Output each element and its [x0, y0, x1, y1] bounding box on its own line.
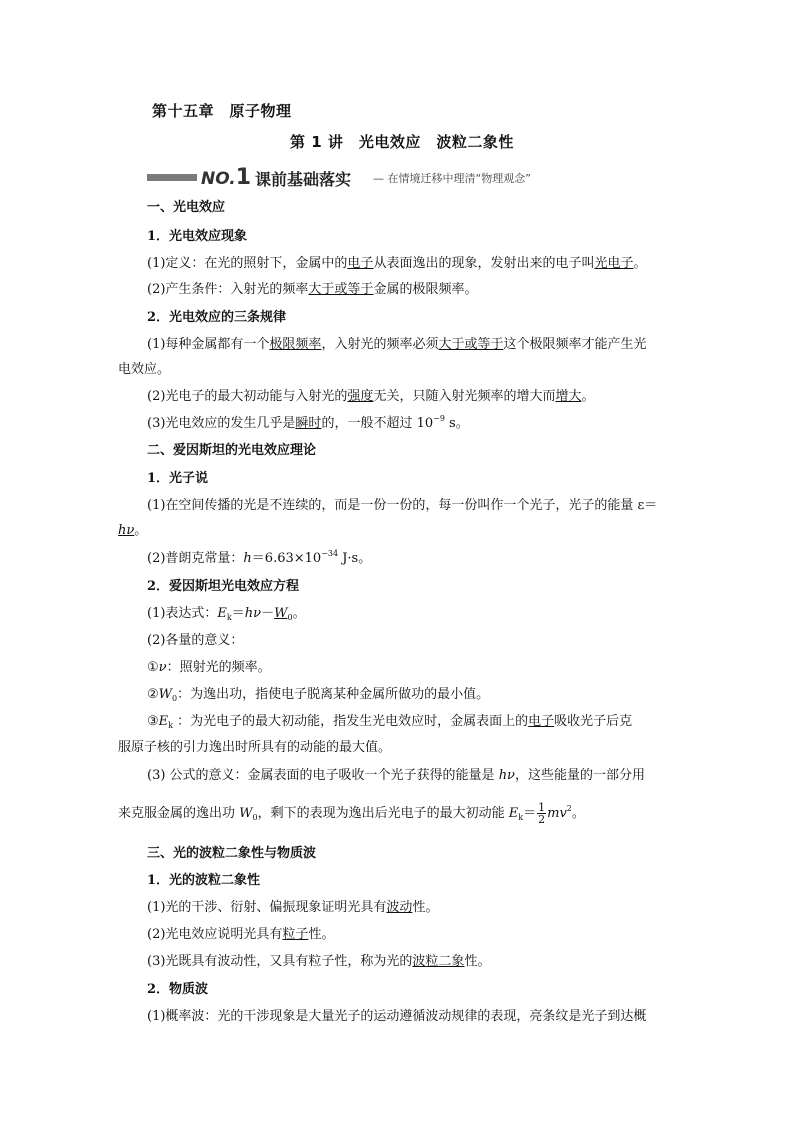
section-heading-2: 二、爱因斯坦的光电效应理论: [147, 443, 317, 458]
paragraph-wave-evidence: (1)光的干涉、衍射、偏振现象证明光具有波动性。: [147, 900, 439, 915]
lesson-title: 第 1 讲 光电效应 波粒二象性: [290, 133, 514, 151]
paragraph-condition: (2)产生条件：入射光的频率大于或等于金属的极限频率。: [147, 282, 478, 297]
paragraph-meaning-nu: ①ν：照射光的频率。: [147, 660, 271, 675]
paragraph-law-2: (2)光电子的最大初动能与入射光的强度无关，只随入射光频率的增大而增大。: [147, 389, 595, 404]
paragraph-law-1-cont: 电效应。: [118, 362, 171, 377]
paragraph-expression: (1)表达式：$E_k=h\nu-W_0$。: [147, 606, 306, 622]
paragraph-law-1: (1)每种金属都有一个极限频率，入射光的频率必须大于或等于这个极限频率才能产生光: [147, 337, 647, 352]
chapter-title: 第十五章 原子物理: [152, 102, 292, 120]
paragraph-meaning-w0: $②W_0$：为逸出功，指使电子脱离某种金属所做功的最小值。: [147, 687, 490, 703]
subheading-three-laws: 2．光电效应的三条规律: [147, 310, 287, 325]
paragraph-planck: (2)普朗克常量：$h=6.63\times 10^{-34}$ J·s。: [147, 549, 372, 566]
section-heading-1: 一、光电效应: [147, 200, 226, 215]
subheading-matter-wave: 2．物质波: [147, 982, 209, 997]
paragraph-meaning-ek: $③E_k$ ：为光电子的最大初动能，指发生光电效应时，金属表面上的电子吸收光子后克: [147, 714, 633, 730]
banner-title: 课前基础落实: [255, 170, 352, 189]
paragraph-photon-1: (1)在空间传播的光是不连续的，而是一份一份的，每一份叫作一个光子，光子的能量 ε＝: [147, 498, 658, 513]
banner-subtitle: — 在情境迁移中理清“物理观念”: [373, 172, 531, 185]
paragraph-formula-meaning: (3) 公式的意义：金属表面的电子吸收一个光子获得的能量是 hν，这些能量的一部分用: [147, 768, 645, 783]
paragraph-definition: (1)定义：在光的照射下，金属中的电子从表面逸出的现象，发射出来的电子叫光电子。: [147, 256, 647, 271]
banner-number: NO.1: [201, 165, 252, 190]
paragraph-photon-1-cont: hν。: [118, 523, 148, 538]
section-heading-3: 三、光的波粒二象性与物质波: [147, 846, 317, 861]
subheading-wave-particle: 1．光的波粒二象性: [147, 873, 261, 888]
fraction-one-half: $\frac{1}{2}$: [538, 801, 546, 826]
banner-bar: [147, 174, 197, 181]
paragraph-meanings: (2)各量的意义：: [147, 633, 244, 648]
paragraph-meaning-ek-cont: 服原子核的引力逸出时所具有的动能的最大值。: [118, 740, 392, 755]
subheading-einstein-equation: 2．爱因斯坦光电效应方程: [147, 579, 300, 594]
paragraph-formula-meaning-cont: 来克服金属的逸出功 $W_0$，剩下的表现为逸出后光电子的最大初动能 $E_k=$ $\frac{1}{2}$ $mv^2$。: [118, 801, 585, 826]
paragraph-law-3: (3)光电效应的发生几乎是瞬时的，一般不超过 $10^{-9}$ s。: [147, 414, 469, 431]
subheading-photoelectric-phenomenon: 1．光电效应现象: [147, 229, 248, 244]
paragraph-duality: (3)光既具有波动性，又具有粒子性，称为光的波粒二象性。: [147, 954, 491, 969]
subheading-photon-theory: 1．光子说: [147, 471, 209, 486]
paragraph-particle-evidence: (2)光电效应说明光具有粒子性。: [147, 927, 335, 942]
section-banner: [147, 165, 667, 191]
paragraph-probability-wave: (1)概率波：光的干涉现象是大量光子的运动遵循波动规律的表现，亮条纹是光子到达概: [147, 1009, 647, 1024]
